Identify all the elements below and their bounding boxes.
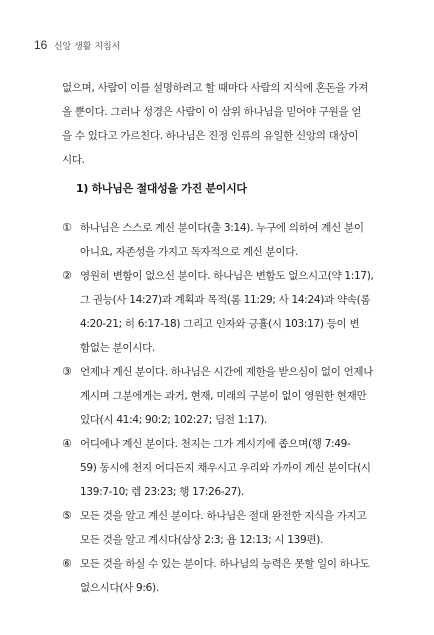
list-item-line: 계시며 그분에게는 과거, 현재, 미래의 구분이 없이 영원한 현재만	[80, 390, 367, 402]
list-marker: ④	[62, 437, 72, 450]
list-marker: ①	[62, 221, 72, 234]
running-header-title: 신앙 생활 지침서	[53, 42, 121, 52]
list-item-line: 그 권능(사 14:27)과 계획과 목적(롬 11:29; 사 14:24)과 약속(롬	[80, 294, 371, 306]
page-number: 16	[34, 38, 48, 52]
list-item-line: 어디에나 계신 분이다. 천지는 그가 계시기에 좁으며(행 7:49-	[80, 438, 351, 450]
list-item-line: 있다(시 41:4; 90:2; 102:27; 딤전 1:17).	[80, 414, 268, 426]
list-marker: ③	[62, 365, 72, 378]
list-item-line: 59) 동시에 천지 어디든지 채우시고 우리와 가까이 계신 분이다(시	[80, 462, 371, 474]
list-item	[62, 504, 402, 552]
list-item	[62, 552, 402, 600]
list-item-line: 139:7-10; 렘 23:23; 행 17:26-27).	[80, 486, 244, 498]
list-item-line: 함없는 분이시다.	[80, 342, 155, 354]
list-item-line: 모든 것을 알고 계시다(삼상 2:3; 욥 12:13; 시 139편).	[80, 534, 324, 546]
list-item-line: 모든 것을 하실 수 있는 분이다. 하나님의 능력은 못할 일이 하나도	[80, 558, 370, 570]
intro-paragraph	[62, 76, 398, 172]
list-marker: ⑤	[62, 509, 72, 522]
list-item-line: 영원히 변함이 없으신 분이다. 하나님은 변함도 없으시고(약 1:17),	[80, 270, 374, 282]
attribute-list	[62, 216, 402, 600]
list-item-line: 언제나 계신 분이다. 하나님은 시간에 제한을 받으심이 없이 언제나	[80, 366, 374, 378]
list-item	[62, 360, 402, 432]
paragraph-line: 올 뿐이다. 그러나 성경은 사람이 이 삼위 하나님을 믿어야 구원을 얻	[62, 106, 362, 118]
list-marker: ⑥	[62, 557, 72, 570]
list-marker: ②	[62, 269, 72, 282]
list-item-line: 하나님은 스스로 계신 분이다(출 3:14). 누구에 의하여 계신 분이	[80, 222, 364, 234]
list-item-line: 모든 것을 알고 계신 분이다. 하나님은 절대 완전한 지식을 가지고	[80, 510, 367, 522]
paragraph-line: 없으며, 사람이 이를 설명하려고 할 때마다 사람의 지식에 혼돈을 가져	[62, 82, 368, 94]
section-heading: 1) 하나님은 절대성을 가진 분이시다	[76, 182, 247, 195]
running-header	[34, 38, 120, 54]
list-item-line: 아니요, 자존성을 가지고 독자적으로 계신 분이다.	[80, 246, 299, 258]
list-item	[62, 216, 402, 264]
paragraph-line: 시다.	[62, 154, 85, 166]
paragraph-line: 을 수 있다고 가르친다. 하나님은 진정 인류의 유일한 신앙의 대상이	[62, 130, 359, 142]
list-item-line: 없으시다(사 9:6).	[80, 582, 159, 594]
list-item	[62, 432, 402, 504]
list-item	[62, 264, 402, 360]
list-item-line: 4:20-21; 히 6:17-18) 그리고 인자와 긍휼(시 103:17) 등이 변	[80, 318, 360, 330]
